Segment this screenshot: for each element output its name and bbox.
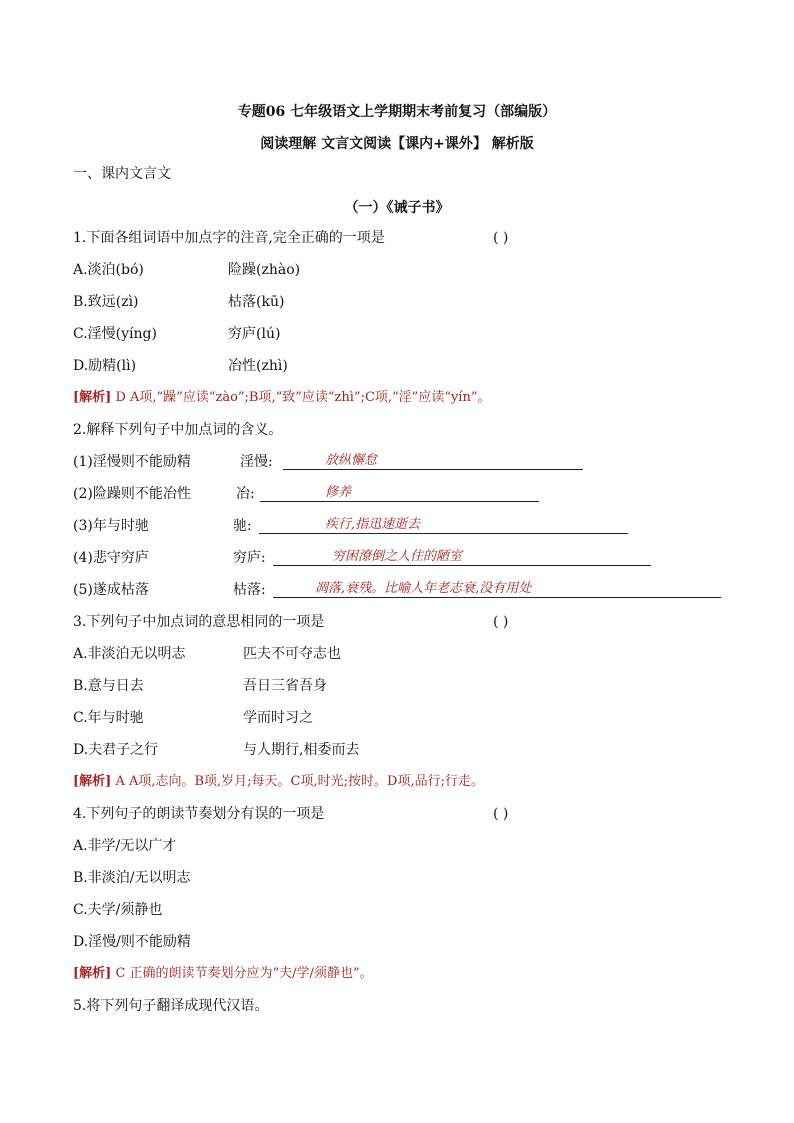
question-2-stem: 2.解释下列句子中加点词的含义。 [73,422,283,438]
section-heading: 一、课内文言文 [73,166,171,182]
document-subtitle: 阅读理解 文言文阅读【课内+课外】 解析版 [260,136,534,152]
q1-option-b-2: 枯落(kū) [228,294,285,310]
q2-item-1-answer: 放纵懈怠 [325,453,378,468]
q2-item-2-answer: 修养 [325,485,352,500]
q2-item-5-answer: 凋落,衰残。比喻人年老志衰,没有用处 [315,581,532,596]
q3-option-c-2: 学而时习之 [243,710,313,726]
analysis-text: A A项,志向。B项,岁月;每天。C项,时光;按时。D项,品行;行走。 [115,774,484,789]
question-5-stem: 5.将下列句子翻译成现代汉语。 [73,998,269,1014]
q2-item-3-sentence: (3)年与时驰 [73,518,149,534]
analysis-label: [解析] [73,966,112,981]
q2-item-4-sentence: (4)悲守穷庐 [73,550,149,566]
q3-analysis [73,773,484,791]
question-4-stem: 4.下列句子的朗读节奏划分有误的一项是 [73,806,325,822]
q4-option-a: A.非学/无以广才 [73,838,177,854]
question-3-answer-paren: ( ) [493,614,509,630]
q2-item-4-word: 穷庐: [233,550,266,566]
q4-option-b: B.非淡泊/无以明志 [73,870,191,886]
q3-option-d-2: 与人期行,相委而去 [243,742,360,758]
q2-item-1-sentence: (1)淫慢则不能励精 [73,454,191,470]
q3-option-a: A.非淡泊无以明志 [73,646,186,662]
q4-analysis [73,965,373,983]
analysis-label: [解析] [73,774,112,789]
q2-item-1-word: 淫慢: [240,454,273,470]
q3-option-b: B.意与日去 [73,678,144,694]
q2-item-4-answer: 穷困潦倒之人住的陋室 [332,549,463,564]
q3-option-b-2: 吾日三省吾身 [243,678,327,694]
q2-item-5-word: 枯落: [233,582,266,598]
subsection-heading: （一）《诫子书》 [344,200,450,216]
analysis-text: C 正确的朗读节奏划分应为“夫/学/须静也”。 [115,966,373,981]
question-4-answer-paren: ( ) [493,806,509,822]
q3-option-a-2: 匹夫不可夺志也 [243,646,341,662]
q2-item-2-word: 冶: [236,486,255,502]
q1-option-c: C.淫慢(yíng) [73,326,157,342]
q2-item-2-blank [260,483,539,502]
question-1-answer-paren: ( ) [493,230,509,246]
q2-item-3-answer: 疾行,指迅速逝去 [325,517,421,532]
q4-option-d: D.淫慢/则不能励精 [73,934,191,950]
q3-option-c: C.年与时驰 [73,710,144,726]
q1-option-d-2: 冶性(zhì) [228,358,288,374]
q1-option-a: A.淡泊(bó) [73,262,144,278]
q4-option-c: C.夫学/须静也 [73,902,163,918]
document-title: 专题06 七年级语文上学期期末考前复习（部编版） [237,104,557,120]
q1-option-a-2: 险躁(zhào) [228,262,301,278]
q3-option-d: D.夫君子之行 [73,742,159,758]
q1-option-c-2: 穷庐(lú) [228,326,281,342]
question-1-stem: 1.下面各组词语中加点字的注音,完全正确的一项是 [73,230,385,246]
q1-option-d: D.励精(lì) [73,358,137,374]
q2-item-3-word: 驰: [233,518,252,534]
q2-item-5-sentence: (5)遂成枯落 [73,582,149,598]
q2-item-2-sentence: (2)险躁则不能冶性 [73,486,191,502]
q1-analysis [73,389,491,407]
analysis-text: D A项,“躁”应读“zào”;B项,“致”应读“zhì”;C项,“淫”应读“yín”。 [115,390,491,405]
question-3-stem: 3.下列句子中加点词的意思相同的一项是 [73,614,325,630]
analysis-label: [解析] [73,390,112,405]
q1-option-b: B.致远(zì) [73,294,139,310]
q2-item-3-blank [259,515,628,534]
